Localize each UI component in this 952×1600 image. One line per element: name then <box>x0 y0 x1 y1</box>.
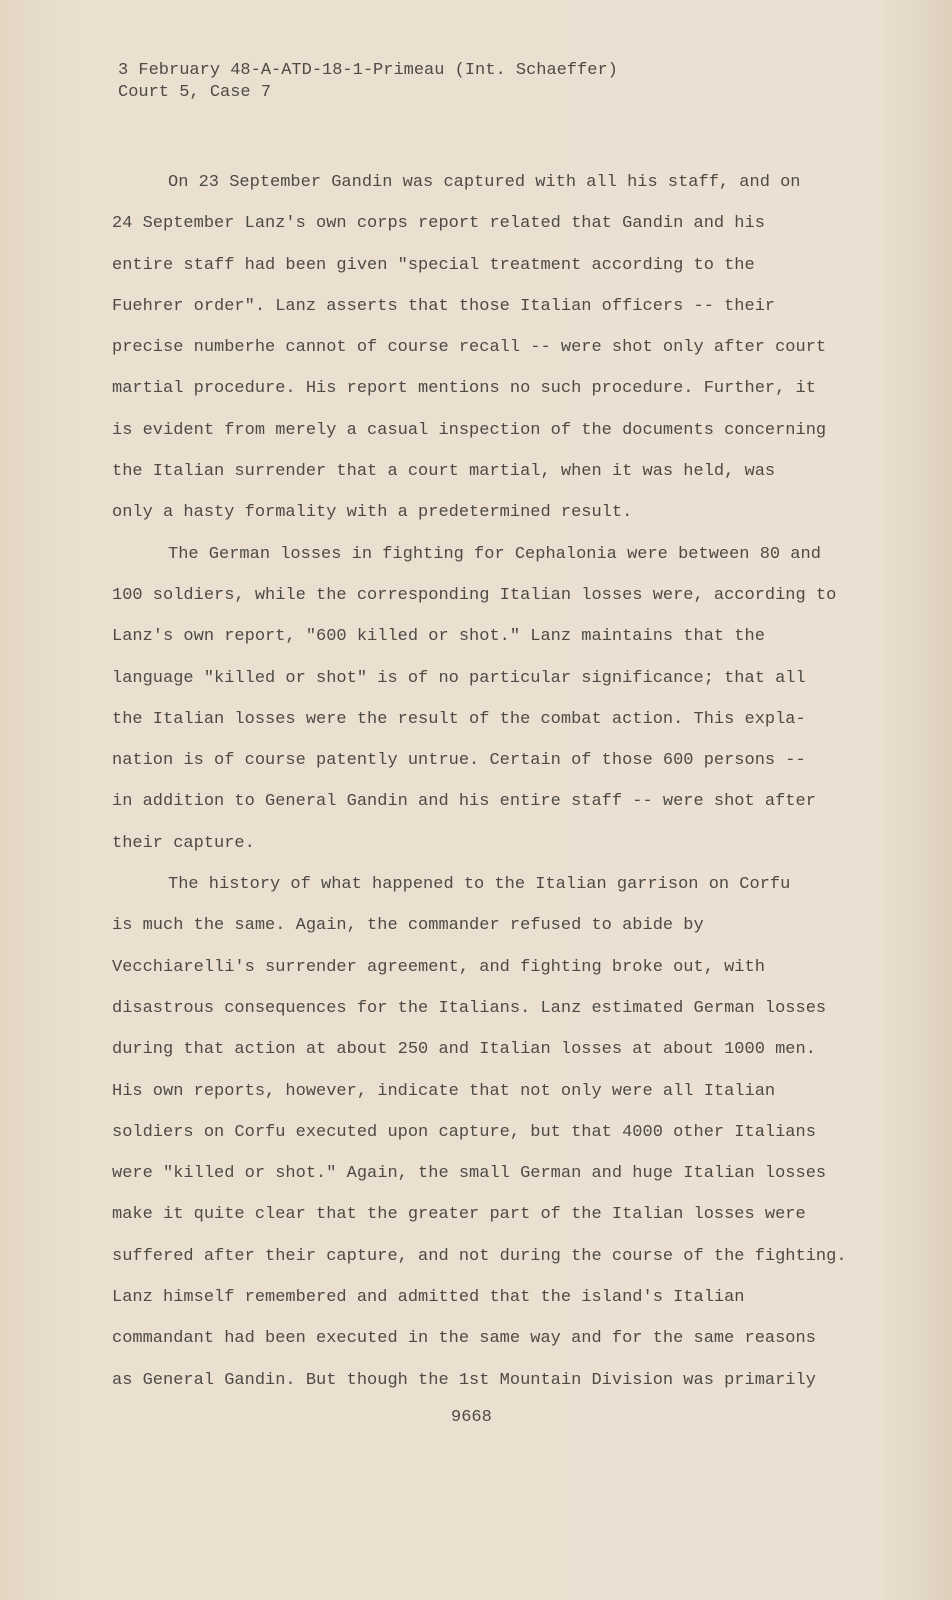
text-line: were "killed or shot." Again, the small German and huge Italian losses <box>112 1164 827 1184</box>
text-line: soldiers on Corfu executed upon capture, but that 4000 other Italians <box>112 1122 816 1142</box>
text-line: On 23 September Gandin was captured with all his staff, and on <box>168 173 801 192</box>
text-line: Lanz's own report, "600 killed or shot." Lanz maintains that the <box>112 627 765 647</box>
text-line: as General Gandin. But though the 1st Mountain Division was primarily <box>112 1370 816 1390</box>
text-line: the Italian losses were the result of the combat action. This expla- <box>112 709 806 729</box>
document-body <box>112 162 847 1401</box>
page-number: 9668 <box>451 1408 492 1427</box>
header-line-2: Court 5, Case 7 <box>118 83 272 102</box>
text-line: Fuehrer order". Lanz asserts that those Italian officers -- their <box>112 296 776 316</box>
header-line-1: 3 February 48-A-ATD-18-1-Primeau (Int. Schaeffer) <box>118 61 618 80</box>
text-line: precise numberhe cannot of course recall -- were shot only after court <box>112 338 827 358</box>
text-line: His own reports, however, indicate that not only were all Italian <box>112 1081 776 1101</box>
text-line: martial procedure. His report mentions no such procedure. Further, it <box>112 379 816 399</box>
text-line: The German losses in fighting for Cephalonia were between 80 and <box>168 544 821 564</box>
text-line: 24 September Lanz's own corps report related that Gandin and his <box>112 214 765 234</box>
text-line: entire staff had been given "special treatment according to the <box>112 255 755 275</box>
text-line: is evident from merely a casual inspection of the documents concerning <box>112 420 827 440</box>
text-line: The history of what happened to the Italian garrison on Corfu <box>168 875 791 895</box>
document-header <box>118 60 618 104</box>
text-line: 100 soldiers, while the corresponding Italian losses were, according to <box>112 585 837 605</box>
text-line: suffered after their capture, and not during the course of the fighting. <box>112 1246 847 1266</box>
text-line: during that action at about 250 and Italian losses at about 1000 men. <box>112 1040 816 1060</box>
text-line: Lanz himself remembered and admitted that the island's Italian <box>112 1288 745 1308</box>
text-line: the Italian surrender that a court martial, when it was held, was <box>112 462 776 482</box>
text-line: disastrous consequences for the Italians. Lanz estimated German losses <box>112 998 827 1018</box>
text-line: Vecchiarelli's surrender agreement, and fighting broke out, with <box>112 957 765 977</box>
text-line: their capture. <box>112 833 255 853</box>
text-line: in addition to General Gandin and his entire staff -- were shot after <box>112 792 816 812</box>
text-line: commandant had been executed in the same way and for the same reasons <box>112 1329 816 1349</box>
text-line: only a hasty formality with a predetermined result. <box>112 503 633 523</box>
text-line: language "killed or shot" is of no particular significance; that all <box>112 668 806 688</box>
text-line: is much the same. Again, the commander refused to abide by <box>112 916 704 936</box>
text-line: nation is of course patently untrue. Certain of those 600 persons -- <box>112 751 806 771</box>
text-line: make it quite clear that the greater part of the Italian losses were <box>112 1205 806 1225</box>
